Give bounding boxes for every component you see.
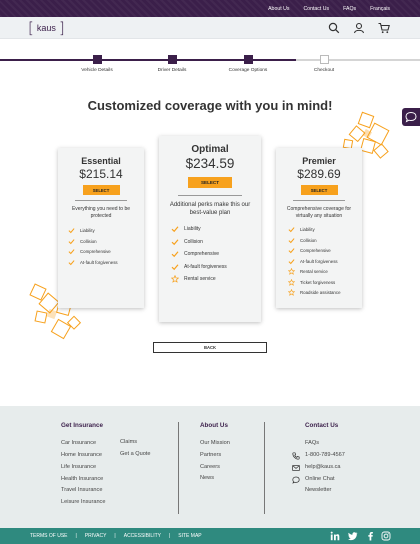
- site-footer: [0, 406, 420, 528]
- feature-label: At-fault forgiveness: [300, 258, 338, 264]
- instagram-icon[interactable]: [381, 531, 391, 541]
- footer-link-email[interactable]: help@kaus.ca: [305, 464, 341, 470]
- feature-item: [171, 223, 261, 236]
- plan-description: Comprehensive coverage for virtually any situation: [286, 206, 352, 219]
- plan-price: $215.14: [79, 167, 123, 181]
- plan-name: Premier: [302, 156, 336, 166]
- footer-link-get-a-quote[interactable]: Get a Quote: [120, 451, 151, 457]
- step-marker: [93, 55, 102, 64]
- footer-link-home-insurance[interactable]: Home Insurance: [61, 452, 103, 458]
- footer-link-travel-insurance[interactable]: Travel Insurance: [61, 487, 103, 493]
- footer-link-news[interactable]: News: [200, 475, 214, 481]
- feature-item: [171, 248, 261, 261]
- checkout-progress: [0, 47, 420, 77]
- feature-label: Collision: [80, 238, 97, 244]
- chat-bubble-icon: [402, 108, 420, 126]
- footer-divider: [178, 422, 179, 514]
- card-divider: [293, 200, 345, 201]
- logo-wordmark: kaus: [36, 23, 56, 33]
- footer-link-claims[interactable]: Claims: [120, 439, 138, 445]
- user-icon[interactable]: [353, 22, 365, 34]
- feature-label: Rental service: [300, 269, 328, 275]
- plan-name: Essential: [81, 156, 121, 166]
- select-optimal-button[interactable]: SELECT: [188, 177, 232, 188]
- feature-item: [68, 226, 144, 237]
- select-essential-button[interactable]: SELECT: [83, 185, 120, 195]
- star-icon: [171, 275, 179, 283]
- footer-heading-contact: Contact Us: [305, 422, 339, 429]
- step-label: Coverage Options: [228, 68, 268, 73]
- feature-list: [288, 225, 362, 299]
- step-marker: [320, 55, 329, 64]
- logo-bracket-left: [: [28, 18, 34, 37]
- plan-name: Optimal: [191, 144, 229, 155]
- footer-link-health-insurance[interactable]: Health Insurance: [61, 476, 104, 482]
- step-label: Checkout: [313, 68, 335, 73]
- footer-link-newsletter[interactable]: Newsletter: [305, 487, 332, 493]
- check-icon: [288, 247, 295, 254]
- check-icon: [288, 258, 295, 265]
- site-header: [0, 17, 420, 39]
- footer-link-careers[interactable]: Careers: [200, 464, 220, 470]
- star-icon: [288, 279, 295, 286]
- select-premier-button[interactable]: SELECT: [301, 185, 338, 195]
- plan-card-optimal: [159, 136, 261, 322]
- cart-icon[interactable]: [378, 22, 390, 34]
- separator: |: [75, 533, 77, 539]
- footer-link-our-mission[interactable]: Our Mission: [200, 440, 230, 446]
- card-divider: [75, 200, 127, 201]
- feature-label: Liability: [184, 226, 201, 233]
- feature-label: Ticket forgiveness: [300, 279, 336, 285]
- feature-item: [171, 236, 261, 249]
- site-map-link[interactable]: SITE MAP: [178, 533, 202, 539]
- plan-price: $289.69: [297, 167, 341, 181]
- step-vehicle-details[interactable]: [67, 55, 127, 73]
- step-marker: [168, 55, 177, 64]
- logo-bracket-right: ]: [58, 18, 65, 37]
- separator: |: [168, 533, 171, 539]
- feature-item: [68, 247, 144, 258]
- check-icon: [288, 226, 295, 233]
- feature-label: At-fault forgiveness: [80, 259, 118, 265]
- email-icon: [292, 464, 300, 472]
- footer-link-life-insurance[interactable]: Life Insurance: [61, 464, 97, 470]
- footer-link-leisure-insurance[interactable]: Leisure Insurance: [61, 499, 106, 505]
- feature-list: [171, 223, 261, 286]
- accessibility-link[interactable]: ACCESSIBILITY: [123, 533, 161, 539]
- back-button[interactable]: BACK: [153, 342, 267, 353]
- footer-heading-about: About Us: [200, 422, 228, 429]
- step-label: Driver Details: [157, 68, 187, 73]
- facebook-icon[interactable]: [365, 531, 375, 541]
- footer-link-car-insurance[interactable]: Car Insurance: [61, 440, 97, 446]
- feature-label: Liability: [300, 227, 315, 233]
- twitter-icon[interactable]: [348, 531, 358, 541]
- check-icon: [68, 259, 75, 266]
- chat-icon: [292, 476, 300, 484]
- step-checkout[interactable]: [294, 55, 354, 73]
- check-icon: [171, 263, 179, 271]
- card-divider: [178, 195, 242, 196]
- feature-label: Liability: [80, 228, 95, 234]
- feature-item: [288, 225, 362, 236]
- contact-us-link[interactable]: Contact Us: [303, 5, 330, 12]
- feature-item: [68, 236, 144, 247]
- footer-link-online-chat[interactable]: Online Chat: [305, 476, 335, 482]
- feature-item: [288, 246, 362, 257]
- feature-label: Collision: [184, 238, 203, 245]
- feature-label: Comprehensive: [184, 251, 220, 258]
- footer-link-faqs[interactable]: FAQs: [305, 440, 319, 446]
- feature-label: Collision: [300, 237, 317, 243]
- star-icon: [288, 289, 295, 296]
- footer-link-phone[interactable]: 1-800-789-4567: [305, 452, 345, 458]
- check-icon: [68, 238, 75, 245]
- legal-bar: [0, 528, 420, 544]
- about-us-link[interactable]: About Us: [268, 5, 290, 12]
- plan-card-premier: [276, 148, 362, 308]
- star-icon: [288, 268, 295, 275]
- step-coverage-options[interactable]: [218, 55, 278, 73]
- feature-label: Roadside assistance: [300, 290, 341, 296]
- step-marker: [244, 55, 253, 64]
- privacy-link[interactable]: PRIVACY: [84, 533, 107, 539]
- step-driver-details[interactable]: [142, 55, 202, 73]
- step-label: Vehicle Details: [81, 68, 113, 73]
- footer-divider: [264, 422, 265, 514]
- feature-item: [288, 277, 362, 288]
- feature-item: [68, 257, 144, 268]
- feature-item: [288, 267, 362, 278]
- check-icon: [68, 248, 75, 255]
- check-icon: [171, 238, 179, 246]
- feature-label: Comprehensive: [80, 249, 111, 255]
- plan-description: Additional perks make this our best-value plan: [169, 202, 251, 217]
- feature-item: [288, 235, 362, 246]
- feature-label: At-fault forgiveness: [184, 263, 227, 270]
- chat-widget-button[interactable]: [402, 108, 420, 126]
- plan-description: Everything you need to be protected: [71, 206, 131, 219]
- feature-list: [68, 226, 144, 268]
- feature-label: Comprehensive: [300, 248, 331, 254]
- footer-heading-insurance: Get Insurance: [61, 422, 103, 429]
- search-icon[interactable]: [328, 22, 340, 34]
- feature-item: [171, 261, 261, 274]
- phone-icon: [292, 452, 300, 460]
- check-icon: [68, 227, 75, 234]
- check-icon: [171, 250, 179, 258]
- check-icon: [288, 237, 295, 244]
- separator: |: [114, 533, 116, 539]
- feature-item: [171, 273, 261, 286]
- faqs-link[interactable]: FAQs: [343, 5, 357, 12]
- footer-link-partners[interactable]: Partners: [200, 452, 222, 458]
- utility-nav: [0, 0, 420, 17]
- language-toggle-link[interactable]: Français: [370, 5, 390, 12]
- kaus-logo[interactable]: [28, 19, 65, 37]
- feature-item: [288, 288, 362, 299]
- feature-label: Rental service: [184, 276, 216, 283]
- feature-item: [288, 256, 362, 267]
- page-title: Customized coverage with you in mind!: [87, 98, 333, 113]
- plan-price: $234.59: [185, 156, 235, 171]
- check-icon: [171, 225, 179, 233]
- terms-of-use-link[interactable]: TERMS OF USE: [30, 533, 68, 539]
- plan-card-essential: [58, 148, 144, 308]
- linkedin-icon[interactable]: [330, 531, 340, 541]
